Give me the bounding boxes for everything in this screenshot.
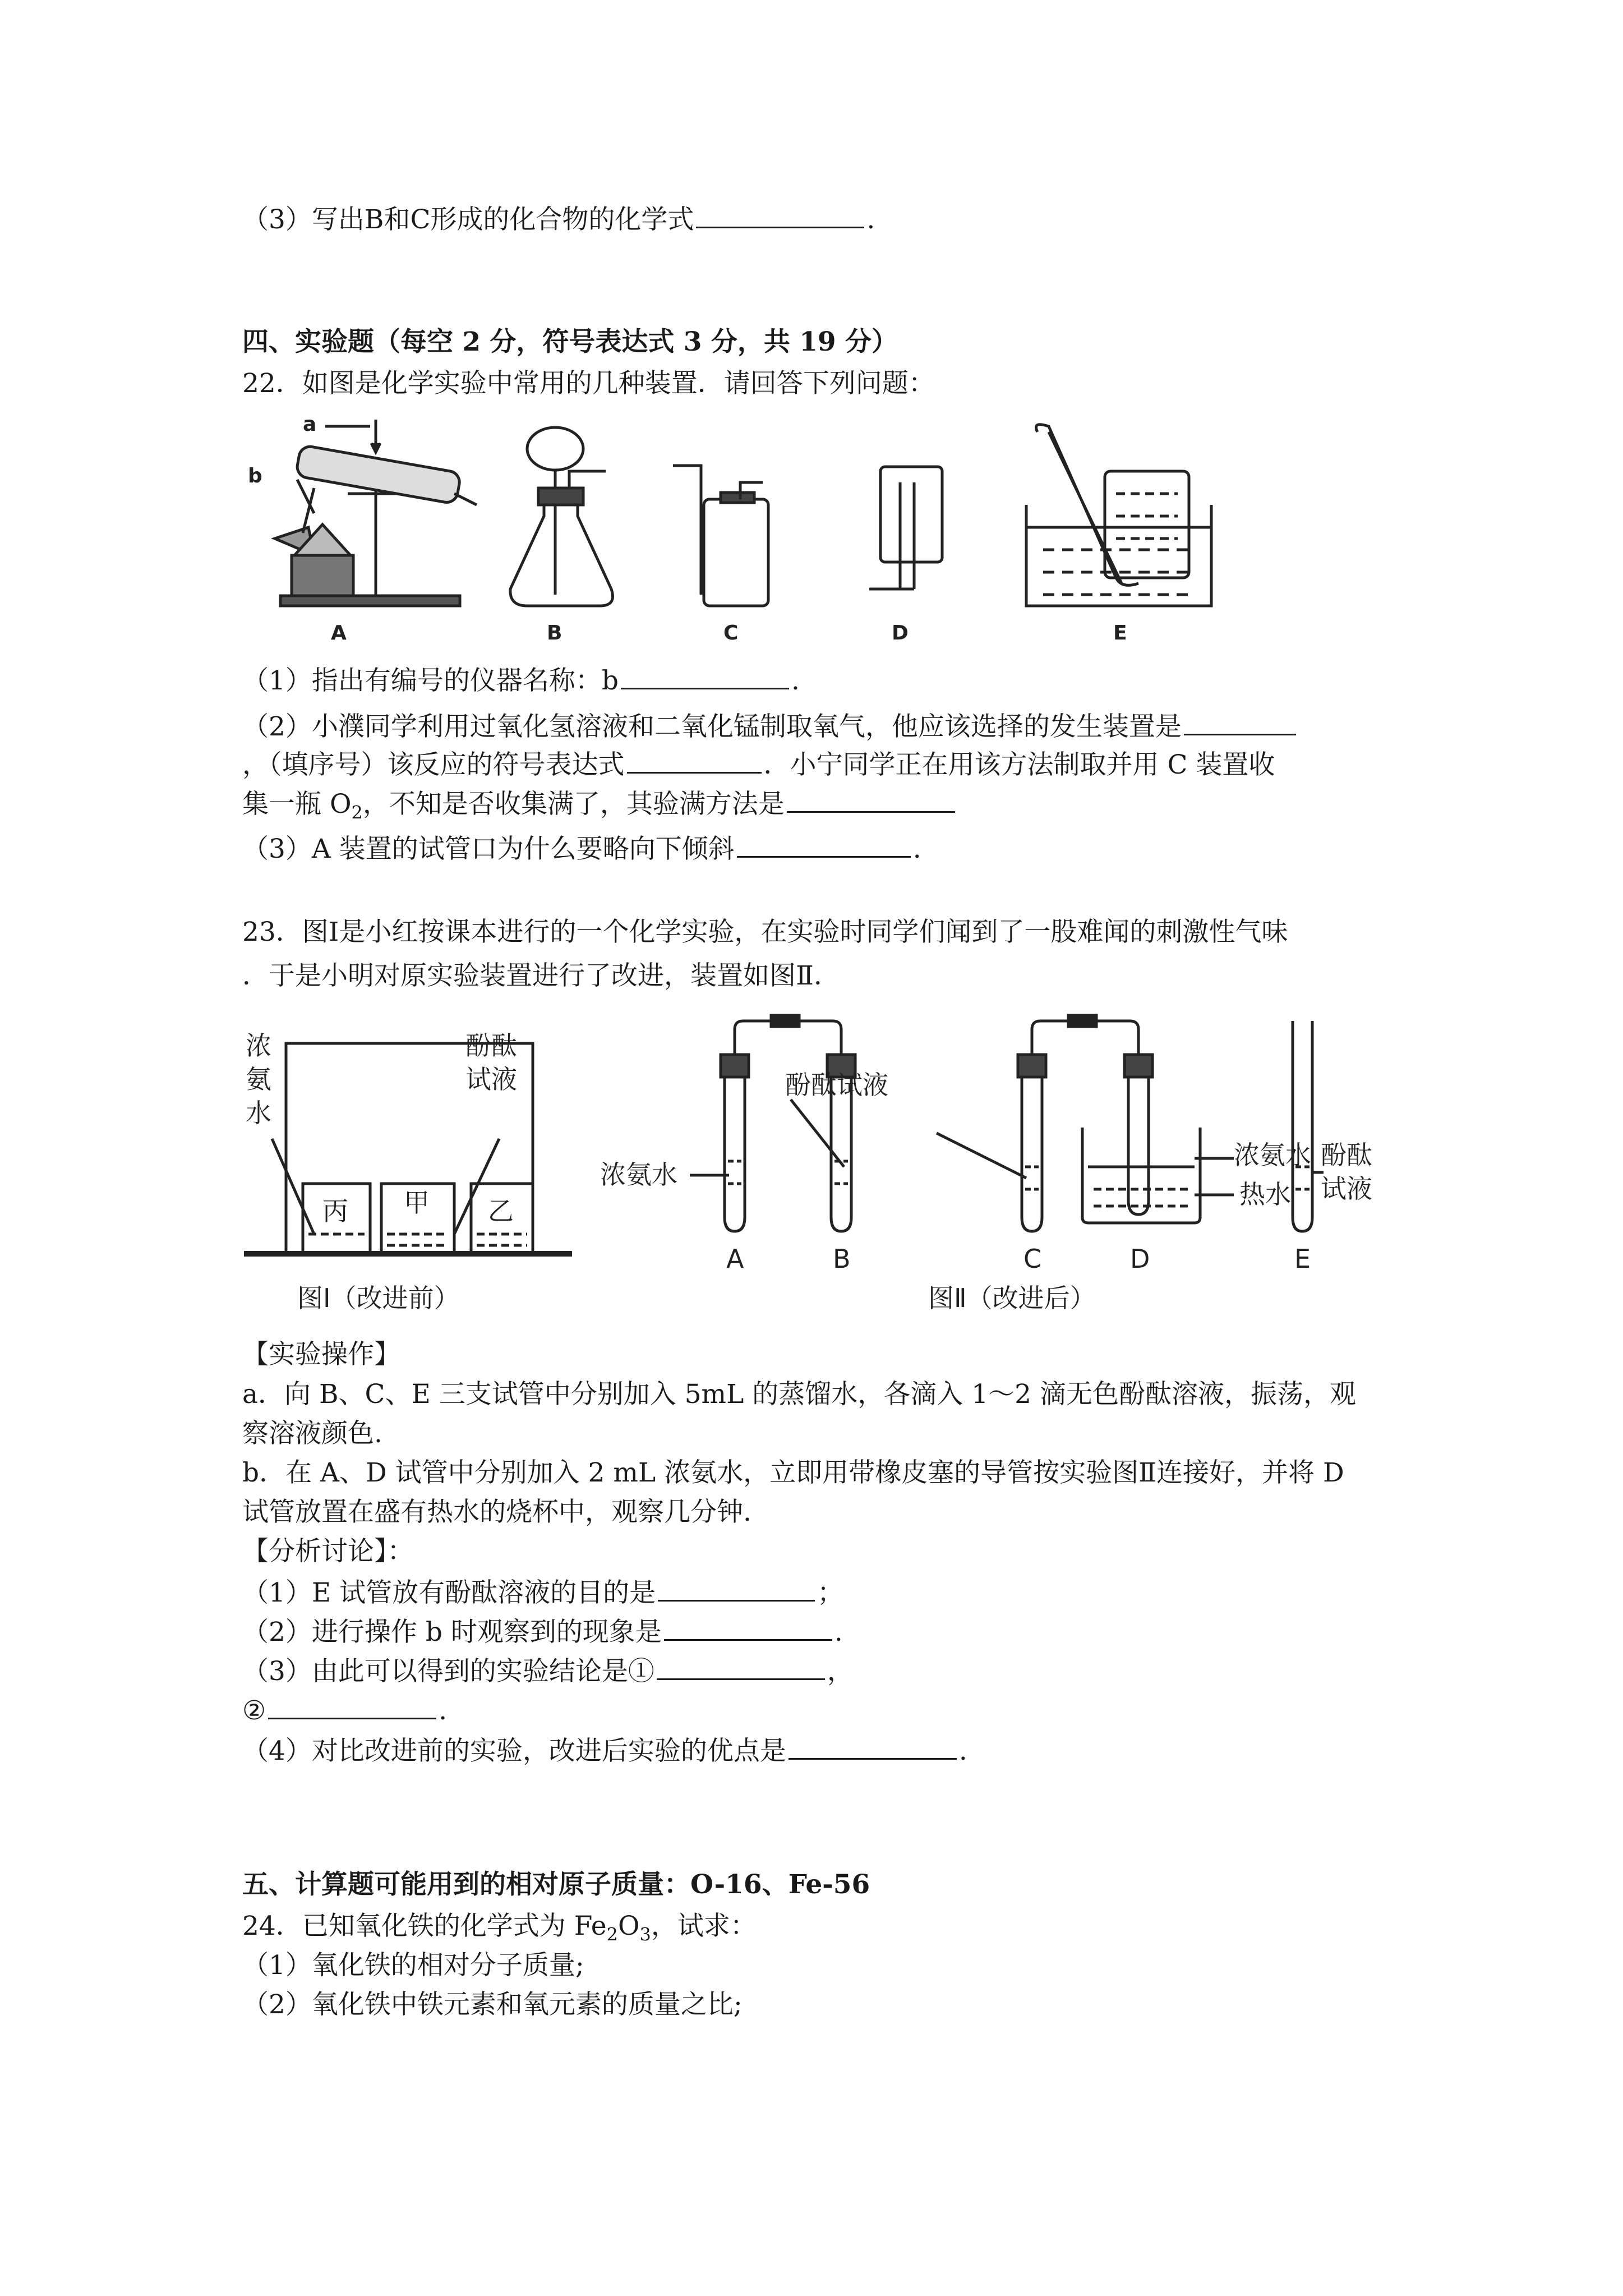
label-D: D [892,622,909,645]
apparatus-d [869,467,942,589]
op-heading: 【实验操作】 [242,1339,400,1370]
answer-blank[interactable] [737,830,911,858]
op-b-line2: 试管放置在盛有热水的烧杯中，观察几分钟. [242,1497,751,1527]
apparatus-c [673,466,768,606]
q22-part1: （1）指出有编号的仪器名称：b . [242,662,800,698]
q24-part2: （2）氧化铁中铁元素和氧元素的质量之比; [242,1989,743,2020]
svg-text:试液: 试液 [465,1064,517,1094]
q22-part2-line3: 集一瓶 $O_2$，不知是否收集满了，其验满方法是 [242,785,957,829]
q22-part2-line2: ，（填序号）该反应的符号表达式 ．小宁同学正在用该方法制取并用 C 装置收 [242,746,1275,782]
q22-part2-line1: （2）小濮同学利用过氧化氢溶液和二氧化锰制取氧气，他应该选择的发生装置是 [242,708,1298,744]
op-b-line1: b．在 A、D 试管中分别加入 2 mL 浓氨水，立即用带橡皮塞的导管按实验图Ⅱ连接好，并将 D [242,1457,1344,1488]
q22-apparatus-figure [241,415,1239,662]
figure-1-caption: 图Ⅰ（改进前） [297,1283,460,1313]
figure-2-caption: 图Ⅱ（改进后） [928,1283,1096,1313]
answer-blank[interactable] [789,1732,957,1760]
svg-text:水: 水 [246,1098,271,1128]
answer-blank[interactable] [621,662,789,689]
disc-2: （2）进行操作 b 时观察到的现象是 . [242,1613,843,1649]
q23-figure-2 [600,1010,1475,1324]
disc-4: （4）对比改进前的实验，改进后实验的优点是 . [242,1732,967,1768]
svg-text:酚酞试液: 酚酞试液 [785,1070,888,1100]
svg-text:A: A [726,1244,744,1274]
q23-figure-1 [241,1010,578,1324]
q22-part3: （3）A 装置的试管口为什么要略向下倾斜 . [242,830,921,866]
disc-3b: ② . [242,1692,447,1728]
op-a-line1: a．向 B、C、E 三支试管中分别加入 5mL 的蒸馏水，各滴入 1～2 滴无色酚酞溶液，振荡，观 [242,1379,1356,1410]
q22-stem: 22．如图是化学实验中常用的几种装置．请回答下列问题： [242,368,935,399]
q23-stem-line2: ．于是小明对原实验装置进行了改进，装置如图Ⅱ． [242,960,840,991]
svg-text:D: D [1130,1244,1150,1274]
answer-blank[interactable] [664,1613,832,1641]
svg-text:酚酞: 酚酞 [465,1030,517,1061]
label-C: C [723,622,739,645]
answer-blank[interactable] [627,746,762,774]
svg-text:B: B [833,1244,851,1274]
svg-text:浓: 浓 [246,1030,271,1061]
svg-text:乙: 乙 [488,1196,514,1226]
label-A: A [331,622,347,645]
answer-blank[interactable] [787,785,955,813]
svg-text:试液: 试液 [1321,1174,1372,1204]
q23-stem-line1: 23．图Ⅰ是小红按课本进行的一个化学实验，在实验时同学们闻到了一股难闻的刺激性气味 [242,917,1288,947]
apparatus-b [510,427,613,606]
label-B: B [547,622,562,645]
answer-blank[interactable] [657,1653,825,1680]
svg-text:氨: 氨 [246,1064,271,1094]
label-E: E [1113,622,1127,645]
svg-text:E: E [1294,1244,1311,1274]
answer-blank[interactable] [696,201,864,228]
apparatus-e [1026,425,1211,606]
answer-blank[interactable] [268,1692,436,1719]
disc-3: （3）由此可以得到的实验结论是① ， [242,1653,854,1688]
q24-part1: （1）氧化铁的相对分子质量; [242,1950,584,1981]
answer-blank[interactable] [658,1574,815,1602]
svg-text:甲: 甲 [404,1188,430,1218]
q24-stem: 24．已知氧化铁的化学式为 $Fe_2O_3$，试求： [242,1911,757,1945]
label-a: a [303,415,317,436]
svg-text:丙: 丙 [322,1196,348,1226]
q21-part3: （3）写出B和C形成的化合物的化学式 . [242,201,875,237]
svg-text:酚酞: 酚酞 [1321,1140,1372,1170]
svg-text:C: C [1023,1244,1042,1274]
answer-blank[interactable] [1184,708,1296,735]
op-a-line2: 察溶液颜色. [242,1418,382,1449]
section4-title: 四、实验题（每空 2 分，符号表达式 3 分，共 19 分） [242,326,898,357]
apparatus-a [275,420,477,606]
svg-text:热水: 热水 [1239,1179,1291,1209]
disc-heading: 【分析讨论】： [242,1536,414,1567]
label-b: b [248,464,262,487]
section5-title: 五、计算题可能用到的相对原子质量：O-16、Fe-56 [242,1869,870,1900]
svg-text:浓氨水: 浓氨水 [1234,1140,1311,1170]
svg-text:浓氨水: 浓氨水 [600,1159,677,1190]
disc-1: （1）E 试管放有酚酞溶液的目的是 ； [242,1574,843,1610]
